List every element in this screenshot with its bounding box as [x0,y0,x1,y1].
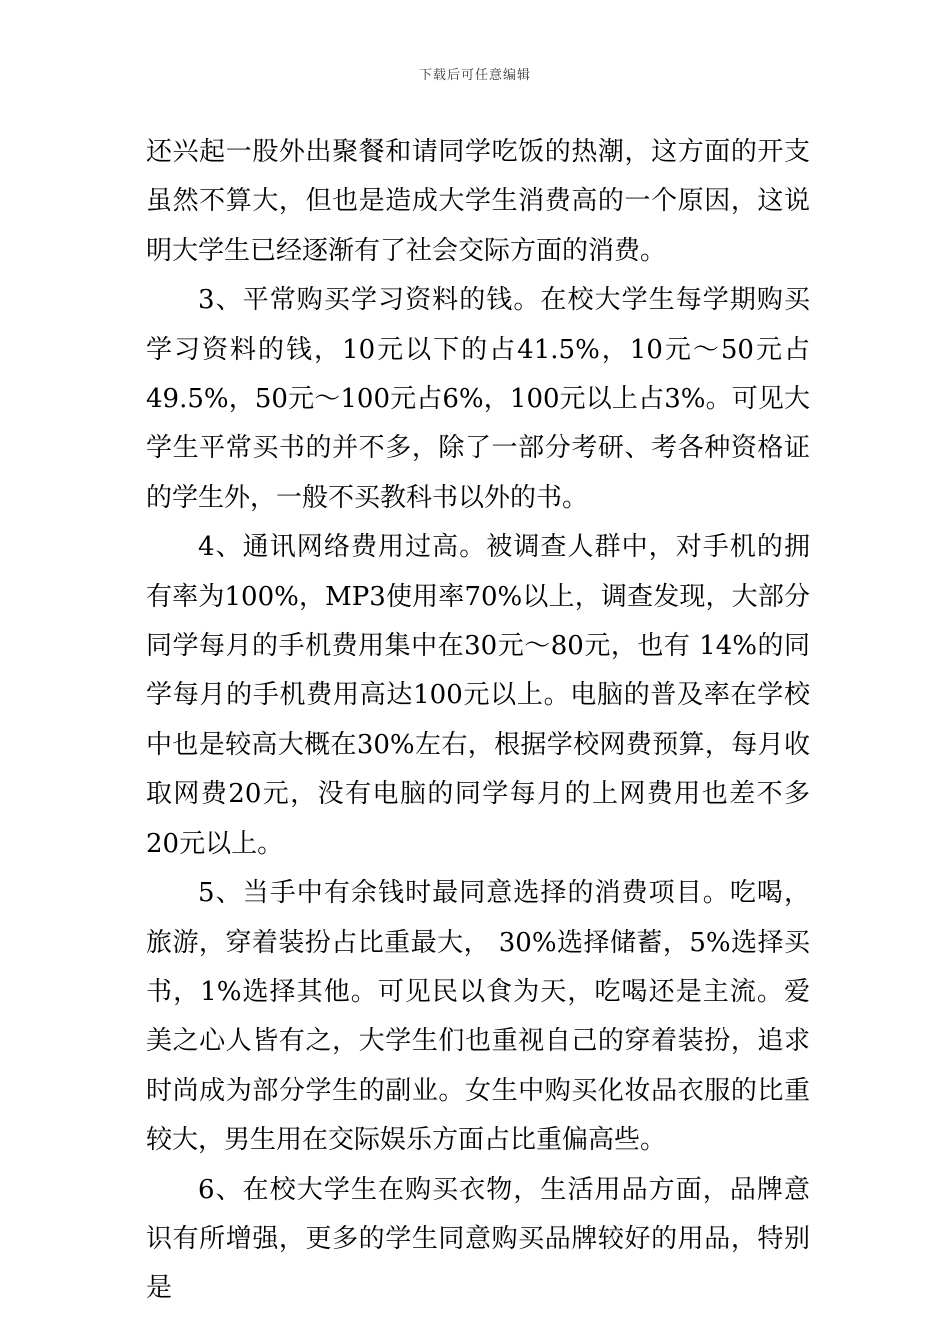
document-body [146,128,810,1314]
paragraph-3: 3、平常购买学习资料的钱。在校大学生每学期购买学习资料的钱，10元以下的占41.5%，10元～50元占49.5%，50元～100元占6%，100元以上占3%。可见大学生平常买书的并不多，除了一部分考研、考各种资格证的学生外，一般不买教科书以外的书。 [146,285,810,513]
paragraph-6: 6、在校大学生在购买衣物，生活用品方面，品牌意识有所增强，更多的学生同意购买品牌较好的用品，特别是 [146,1174,810,1304]
page-header: 下载后可任意编辑 [418,68,531,83]
paragraph-5: 5、当手中有余钱时最同意选择的消费项目。吃喝，旅游，穿着装扮占比重最大， 30%选择储蓄，5%选择买书，1%选择其他。可见民以食为天，吃喝还是主流。爱美之心人皆有之，大学生们也重视自己的穿着装扮，追求时尚成为部分学生的副业。女生中购买化妆品衣服的比重较大，男生用在交际娱乐方面占比重偏高些。 [146,878,810,1156]
paragraph-continuation: 还兴起一股外出聚餐和请同学吃饭的热潮，这方面的开支虽然不算大，但也是造成大学生消费高的一个原因，这说明大学生已经逐渐有了社会交际方面的消费。 [146,137,810,266]
paragraph-4: 4、通讯网络费用过高。被调查人群中，对手机的拥有率为100%，MP3使用率70%以上，调查发现，大部分同学每月的手机费用集中在30元～80元，也有 14%的同学每月的手机费用高达100元以上。电脑的普及率在学校中也是较高大概在30%左右，根据学校网费预算，每月收取网费20元，没有电脑的同学每月的上网费用也差不多20元以上。 [146,532,810,859]
